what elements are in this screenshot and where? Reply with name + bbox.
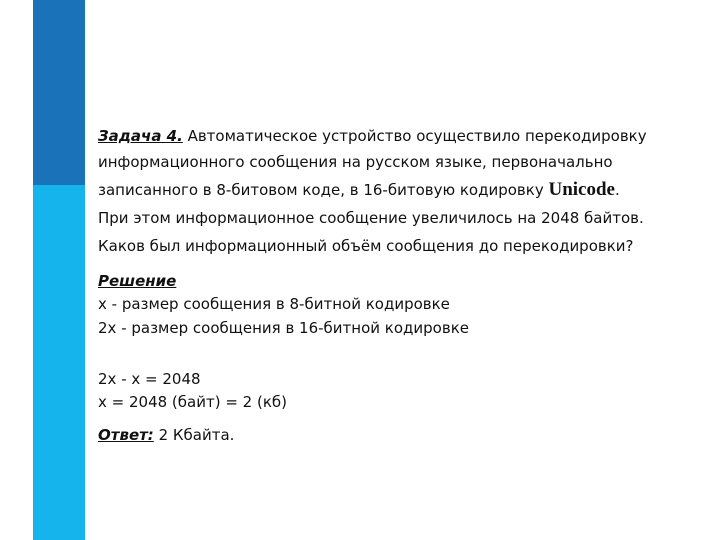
task-statement [98,124,698,260]
unicode-term: Unicode [548,179,615,200]
spacer [98,340,698,368]
accent-bar-bottom [33,185,85,540]
answer-value: 2 Кбайта. [153,426,235,445]
task-line-2: информационного сообщения на русском языке, первоначально [98,153,613,171]
solution-heading [98,270,698,293]
solution-label: Решение [98,272,177,290]
calc-line-2: x = 2048 (байт) = 2 (кб) [98,393,287,411]
slide-content [98,124,698,448]
task-text-3: записанного в 8-битовом коде, в 16-битовую кодировку [98,181,549,199]
task-line-3 [98,181,620,199]
answer [98,424,698,447]
task-text-1: Автоматическое устройство осуществило перекодировку [187,127,647,145]
task-line-1 [98,124,698,148]
answer-label: Ответ: [98,426,154,445]
task-label: Задача 4. [98,127,183,145]
solution-line-1: x - размер сообщения в 8-битной кодировке [98,295,450,314]
solution-line-2: 2x - размер сообщения в 16-битной кодировке [98,318,469,337]
accent-bar-top [33,0,85,185]
task-line-4: При этом информационное сообщение увеличилось на 2048 байтов. [98,209,644,227]
task-line-5: Каков был информационный объём сообщения до перекодировки? [98,237,634,255]
task-text-3-end: . [614,181,620,199]
calc-line-1: 2x - x = 2048 [98,369,201,388]
